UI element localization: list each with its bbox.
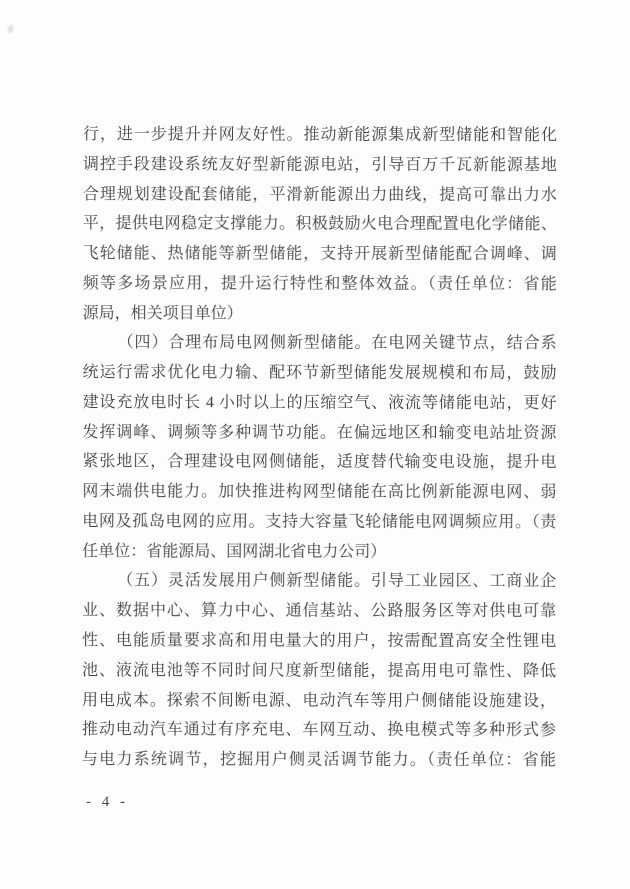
document-line: 池、液流电池等不同时间尺度新型储能，提高用电可靠性、降低 <box>82 661 557 680</box>
document-line: 与电力系统调节，挖掘用户侧灵活调节能力。（责任单位：省能 <box>81 751 556 769</box>
document-line: 建设充放电时长 4 小时以上的压缩空气、液流等储能电站，更好 <box>82 393 557 412</box>
document-line: 源局，相关项目单位） <box>82 304 243 322</box>
document-line: （五）灵活发展用户侧新型储能。引导工业园区、工商业企 <box>117 572 557 591</box>
document-line: 紧张地区，合理建设电网侧储能，适度替代输变电设施，提升电 <box>82 453 557 472</box>
document-line: 任单位：省能源局、国网湖北省电力公司） <box>82 542 387 561</box>
document-line: 业、数据中心、算力中心、通信基站、公路服务区等对供电可靠 <box>82 602 557 621</box>
document-line: 飞轮储能、热储能等新型储能，支持开展新型储能配合调峰、调 <box>82 245 557 263</box>
document-line: 平，提供电网稳定支撑能力。积极鼓励火电合理配置电化学储能、 <box>82 215 557 234</box>
document-line: 调控手段建设系统友好型新能源电站，引导百万千瓦新能源基地 <box>82 155 557 174</box>
document-line: 电网及孤岛电网的应用。支持大容量飞轮储能电网调频应用。（责 <box>82 512 557 531</box>
document-line: 推动电动汽车通过有序充电、车网互动、换电模式等多种形式参 <box>81 721 556 740</box>
document-line: 网末端供电能力。加快推进构网型储能在高比例新能源电网、弱 <box>82 483 557 502</box>
document-line: 用电成本。探索不间断电源、电动汽车等用户侧储能设施建设， <box>81 691 557 710</box>
document-line: 频等多场景应用，提升运行特性和整体效益。（责任单位：省能 <box>82 274 557 293</box>
document-line: 发挥调峰、调频等多种调节功能。在偏远地区和输变电站址资源 <box>82 423 557 442</box>
document-line: 统运行需求优化电力输、配环节新型储能发展规模和布局，鼓励 <box>82 364 557 382</box>
document-line: 性、电能质量要求高和用电量大的用户，按需配置高安全性锂电 <box>82 632 557 650</box>
document-body-text <box>82 120 557 776</box>
document-line: （四）合理布局电网侧新型储能。在电网关键节点，结合系 <box>117 334 557 353</box>
document-line: 行，进一步提升并网友好性。推动新能源集成新型储能和智能化 <box>82 125 557 144</box>
page-number: - 4 - <box>86 794 129 810</box>
scan-speck-artifact <box>8 25 13 33</box>
document-line: 合理规划建设配套储能，平滑新能源出力曲线，提高可靠出力水 <box>82 185 557 204</box>
